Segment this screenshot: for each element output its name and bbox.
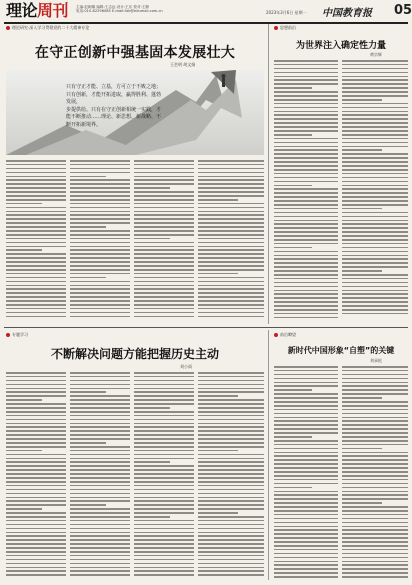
right-top-body-column xyxy=(274,60,338,322)
bullet-icon xyxy=(6,333,10,337)
right-top-kicker xyxy=(274,25,296,31)
right-bottom-kicker xyxy=(274,332,296,338)
bottom-byline: 刘小雨 xyxy=(180,364,192,369)
editorial-info xyxy=(76,5,196,14)
column-divider xyxy=(268,24,269,324)
right-top-kicker-text: 思想前沿 xyxy=(280,25,296,30)
right-bottom-body-column xyxy=(274,366,338,580)
lead-headline: 在守正创新中强基固本发展壮大 xyxy=(34,45,236,61)
lead-body-column xyxy=(70,160,130,322)
bottom-kicker xyxy=(6,332,28,338)
column-divider xyxy=(268,330,269,580)
editorial-info-line: 电话:010-82296085 E-mail:llzk@edumail.com.cn xyxy=(76,9,163,14)
right-top-body-column xyxy=(342,60,408,322)
lead-kicker xyxy=(6,25,89,31)
paper-name: 中国教育报 xyxy=(322,8,372,19)
bottom-headline: 不断解决问题方能把握历史主动 xyxy=(50,347,219,361)
right-bottom-kicker-text: 前沿瞭望 xyxy=(280,332,296,337)
section-divider xyxy=(4,327,408,328)
right-top-headline: 为世界注入确定性力量 xyxy=(295,41,386,51)
lede-paragraph: 步提供给。只有在守正创新相统一实践，才能不断推动……理论、新思想、新战略、不断开拓新境界。 xyxy=(66,106,162,128)
lead-byline: 王会明 胡文娟 xyxy=(170,62,196,67)
right-bottom-body-column xyxy=(342,366,408,580)
editorial-info-line: 主编:赵婀娜 编辑:王志远 设计:王乐 校对:王静 xyxy=(76,5,149,9)
section-title-suffix: 周刊 xyxy=(37,1,69,20)
page-number: 05 xyxy=(394,3,412,18)
lead-body-column xyxy=(134,160,194,322)
bottom-body-column xyxy=(6,372,66,580)
lead-body-column xyxy=(198,160,264,322)
right-bottom-headline: 新时代中国形象“自塑”的关键 xyxy=(287,346,395,355)
bottom-body-column xyxy=(134,372,194,580)
lead-body-column xyxy=(6,160,66,322)
lede-paragraph: 只有守正才能、立基，方可立于不败之地；只有创新，才能开拓进取，赢得胜利、蓬勃发展， xyxy=(66,84,162,106)
lead-kicker-text: 理论研究·深入学习贯彻党的二十大精神专论 xyxy=(12,25,90,30)
bottom-kicker-text: 专题学习 xyxy=(12,332,28,337)
bottom-body-column xyxy=(198,372,264,580)
right-top-byline: 黄宗辉 xyxy=(370,52,382,57)
masthead xyxy=(4,1,412,24)
issue-date: 2023年3月6日 星期一 xyxy=(266,10,307,15)
bullet-icon xyxy=(274,26,278,30)
right-bottom-byline: 刘承松 xyxy=(370,358,382,363)
section-title: 理论周刊 xyxy=(6,1,69,20)
bullet-icon xyxy=(6,26,10,30)
bullet-icon xyxy=(274,333,278,337)
lead-lede xyxy=(66,84,162,130)
bottom-body-column xyxy=(70,372,130,580)
